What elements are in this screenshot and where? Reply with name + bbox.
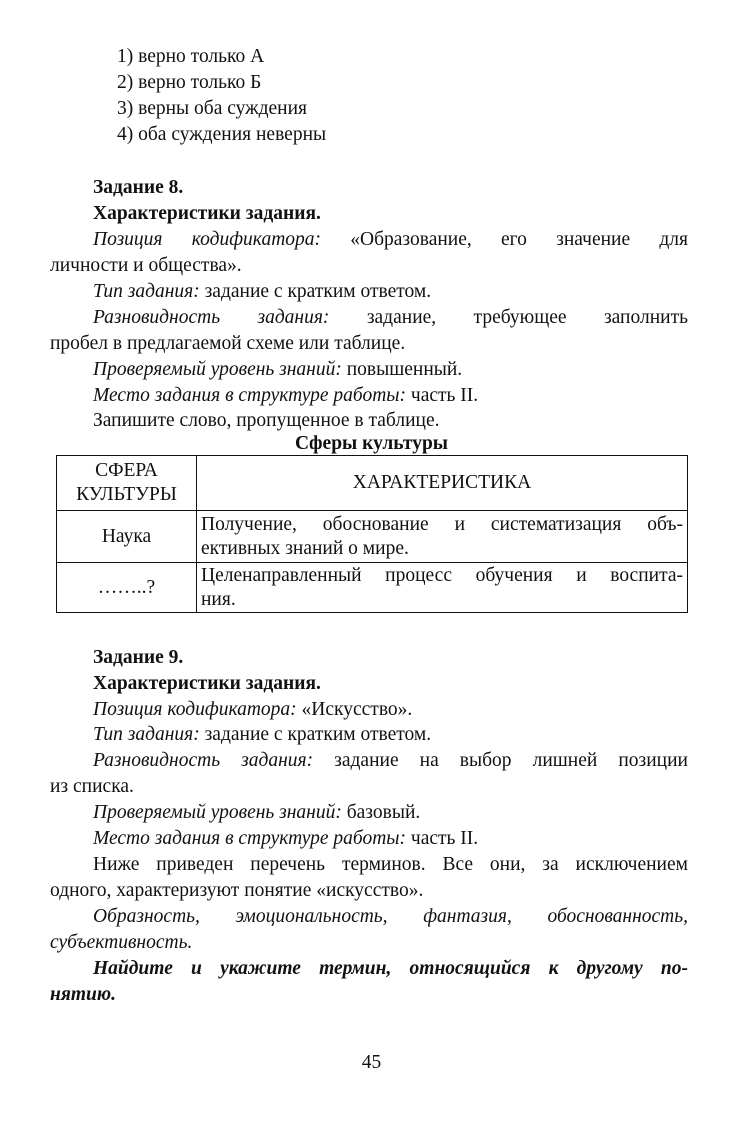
task9-type-value: задание с кратким ответом. — [204, 724, 432, 745]
answer-option-2: 2) верно только Б — [117, 72, 262, 93]
task8-type — [93, 279, 431, 305]
task8-codifier-label: Позиция кодификатора: — [93, 229, 322, 250]
task9-terms-l2: субъективность. — [50, 932, 193, 953]
task8-codifier-value-l1: «Образование, его значение для — [350, 229, 689, 250]
task9-variety-value-l2: из списка. — [50, 776, 134, 797]
table-cell-sphere-missing: ……..? — [57, 563, 197, 613]
table-header-sphere-l2: КУЛЬТУРЫ — [76, 484, 177, 505]
task9-variety-label: Разновидность задания: — [93, 750, 314, 771]
task8-codifier-line1 — [93, 227, 688, 253]
task9-text-l1: Ниже приведен перечень терминов. Все они, за исключением — [93, 854, 688, 875]
task9-codifier-value: «Искусство». — [301, 699, 413, 720]
task9-variety-value-l1: задание на выбор лишней позиции — [334, 750, 688, 771]
task8-variety-line1 — [93, 305, 688, 331]
page-number: 45 — [361, 1052, 382, 1073]
table-row — [57, 563, 688, 613]
table-cell-sphere: Наука — [57, 511, 197, 563]
task9-level — [93, 800, 420, 826]
task8-variety-label: Разновидность задания: — [93, 307, 330, 328]
task9-title: Задание 9. — [93, 647, 184, 668]
table-cell-description-l1: Получение, обоснование и систематизация объ- — [201, 513, 683, 535]
task9-type — [93, 722, 431, 748]
task9-level-label: Проверяемый уровень знаний: — [93, 802, 342, 823]
table-cell-description-l2: ективных знаний о мире. — [201, 537, 409, 559]
table-header-row — [57, 456, 688, 511]
task8-place-value: часть II. — [410, 385, 479, 406]
task9-place-value: часть II. — [410, 828, 479, 849]
culture-spheres-table — [56, 455, 688, 613]
table-row — [57, 511, 688, 563]
task9-question-l2: нятию. — [50, 984, 116, 1005]
table-cell-description — [197, 511, 688, 563]
task8-place — [93, 383, 478, 409]
task8-codifier-value-l2: личности и общества». — [50, 255, 242, 276]
task9-place-label: Место задания в структуре работы: — [93, 828, 407, 849]
task9-text-l2: одного, характеризуют понятие «искусство». — [50, 880, 424, 901]
task9-codifier — [93, 697, 412, 723]
task8-variety-value-l2: пробел в предлагаемой схеме или таблице. — [50, 333, 406, 354]
answer-option-3: 3) верны оба суждения — [117, 98, 308, 119]
task8-level-value: повышенный. — [346, 359, 463, 380]
task8-subtitle: Характеристики задания. — [93, 203, 321, 224]
task9-question-l1: Найдите и укажите термин, относящийся к другому по- — [93, 958, 688, 979]
table-header-sphere-l1: СФЕРА — [95, 460, 158, 481]
task8-level — [93, 357, 462, 383]
task8-level-label: Проверяемый уровень знаний: — [93, 359, 342, 380]
table-header-characteristic: ХАРАКТЕРИСТИКА — [197, 456, 688, 511]
answer-option-4: 4) оба суждения неверны — [117, 124, 327, 145]
table-cell-description-l1: Целенаправленный процесс обучения и воспита- — [201, 564, 683, 586]
table-title: Сферы культуры — [294, 433, 449, 454]
task9-codifier-label: Позиция кодификатора: — [93, 699, 297, 720]
task9-place — [93, 826, 478, 852]
task8-type-label: Тип задания: — [93, 281, 200, 302]
task9-type-label: Тип задания: — [93, 724, 200, 745]
task9-variety-line1 — [93, 748, 688, 774]
answer-option-1: 1) верно только А — [117, 46, 265, 67]
task8-variety-value-l1: задание, требующее заполнить — [366, 307, 688, 328]
task8-instruction: Запишите слово, пропущенное в таблице. — [93, 410, 440, 431]
table-cell-description-l2: ния. — [201, 588, 236, 610]
task8-place-label: Место задания в структуре работы: — [93, 385, 407, 406]
task9-level-value: базовый. — [346, 802, 421, 823]
task8-title: Задание 8. — [93, 177, 184, 198]
task9-subtitle: Характеристики задания. — [93, 673, 321, 694]
table-cell-description — [197, 563, 688, 613]
table-header-sphere — [57, 456, 197, 511]
task9-terms-l1: Образность, эмоциональность, фантазия, обоснованность, — [93, 906, 688, 927]
task8-type-value: задание с кратким ответом. — [204, 281, 432, 302]
